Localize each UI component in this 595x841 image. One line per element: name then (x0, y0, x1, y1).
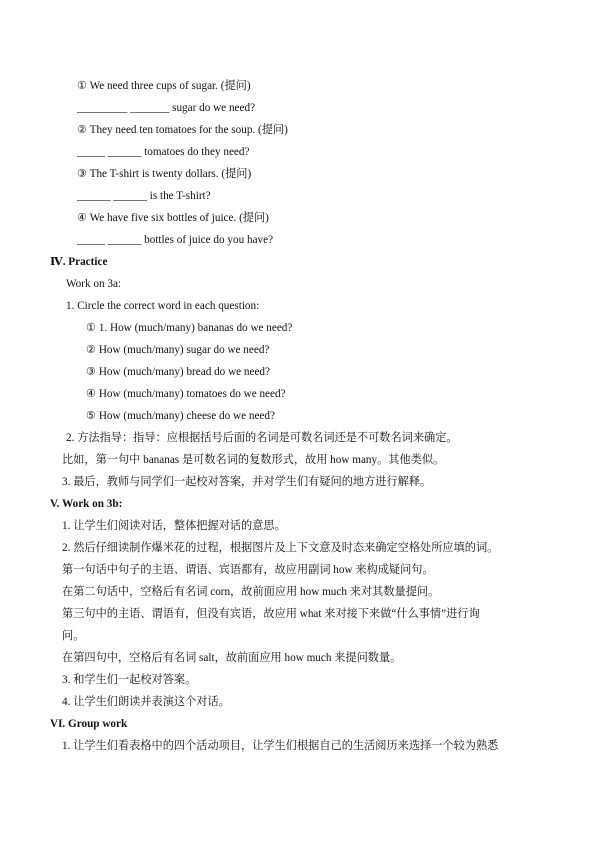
text-line-c2: ② How (much/many) sugar do we need? (86, 344, 270, 356)
text-line-v2c: 第三句中的主语、谓语有，但没有宾语，故应用 what 来对接下来做“什么事情”进行询 (62, 608, 480, 620)
text-line-example: 比如，第一句中 bananas 是可数名词的复数形式，故用 how many。其他类似。 (62, 454, 445, 466)
text-line-vi1: 1. 让学生们看表格中的四个活动项目，让学生们根据自己的生活阅历来选择一个较为熟悉 (62, 740, 499, 752)
text-line-c4: ④ How (much/many) tomatoes do we need? (86, 388, 286, 400)
text-line-v2c-cont: 问。 (62, 630, 85, 642)
text-line-c5: ⑤ How (much/many) cheese do we need? (86, 410, 275, 422)
text-line-q4-answer: _____ ______ bottles of juice do you have? (77, 234, 274, 246)
text-line-v2a: 第一句话中句子的主语、谓语、宾语都有，故应用副词 how 来构成疑问句。 (62, 564, 434, 576)
text-line-v1: 1. 让学生们阅读对话，整体把握对话的意思。 (62, 520, 286, 532)
text-line-work-3a: Work on 3a: (66, 278, 122, 290)
text-line-v2: 2. 然后仔细读制作爆米花的过程，根据图片及上下文意及时态来确定空格处所应填的词。 (62, 542, 499, 554)
text-line-q3: ③ The T-shirt is twenty dollars. (提问) (77, 168, 252, 180)
text-line-method: 2. 方法指导：指导：应根据括号后面的名词是可数名词还是不可数名词来确定。 (66, 432, 458, 444)
text-line-q1: ① We need three cups of sugar. (提问) (77, 80, 251, 92)
text-line-sec-iv: Ⅳ. Practice (50, 256, 108, 268)
text-line-q2-answer: _____ ______ tomatoes do they need? (77, 146, 250, 158)
text-line-step3: 3. 最后，教师与同学们一起校对答案，并对学生们有疑问的地方进行解释。 (62, 476, 432, 488)
text-line-v4: 4. 让学生们朗读并表演这个对话。 (62, 696, 230, 708)
text-line-v2d: 在第四句中，空格后有名词 salt，故前面应用 how much 来提问数量。 (62, 652, 402, 664)
text-line-q3-answer: ______ ______ is the T-shirt? (77, 190, 211, 202)
text-line-sec-v: V. Work on 3b: (50, 498, 123, 510)
text-line-v3: 3. 和学生们一起校对答案。 (62, 674, 197, 686)
text-line-q1-answer: _________ _______ sugar do we need? (77, 102, 256, 114)
text-line-c3: ③ How (much/many) bread do we need? (86, 366, 270, 378)
text-line-q4: ④ We have five six bottles of juice. (提问) (77, 212, 269, 224)
text-line-circle-instr: 1. Circle the correct word in each question: (66, 300, 260, 312)
text-line-sec-vi: VI. Group work (50, 718, 128, 730)
text-line-q2: ② They need ten tomatoes for the soup. (提问) (77, 124, 288, 136)
text-line-c1: ① 1. How (much/many) bananas do we need? (86, 322, 293, 334)
text-line-v2b: 在第二句话中，空格后有名词 corn，故前面应用 how much 来对其数量提问。 (62, 586, 440, 598)
